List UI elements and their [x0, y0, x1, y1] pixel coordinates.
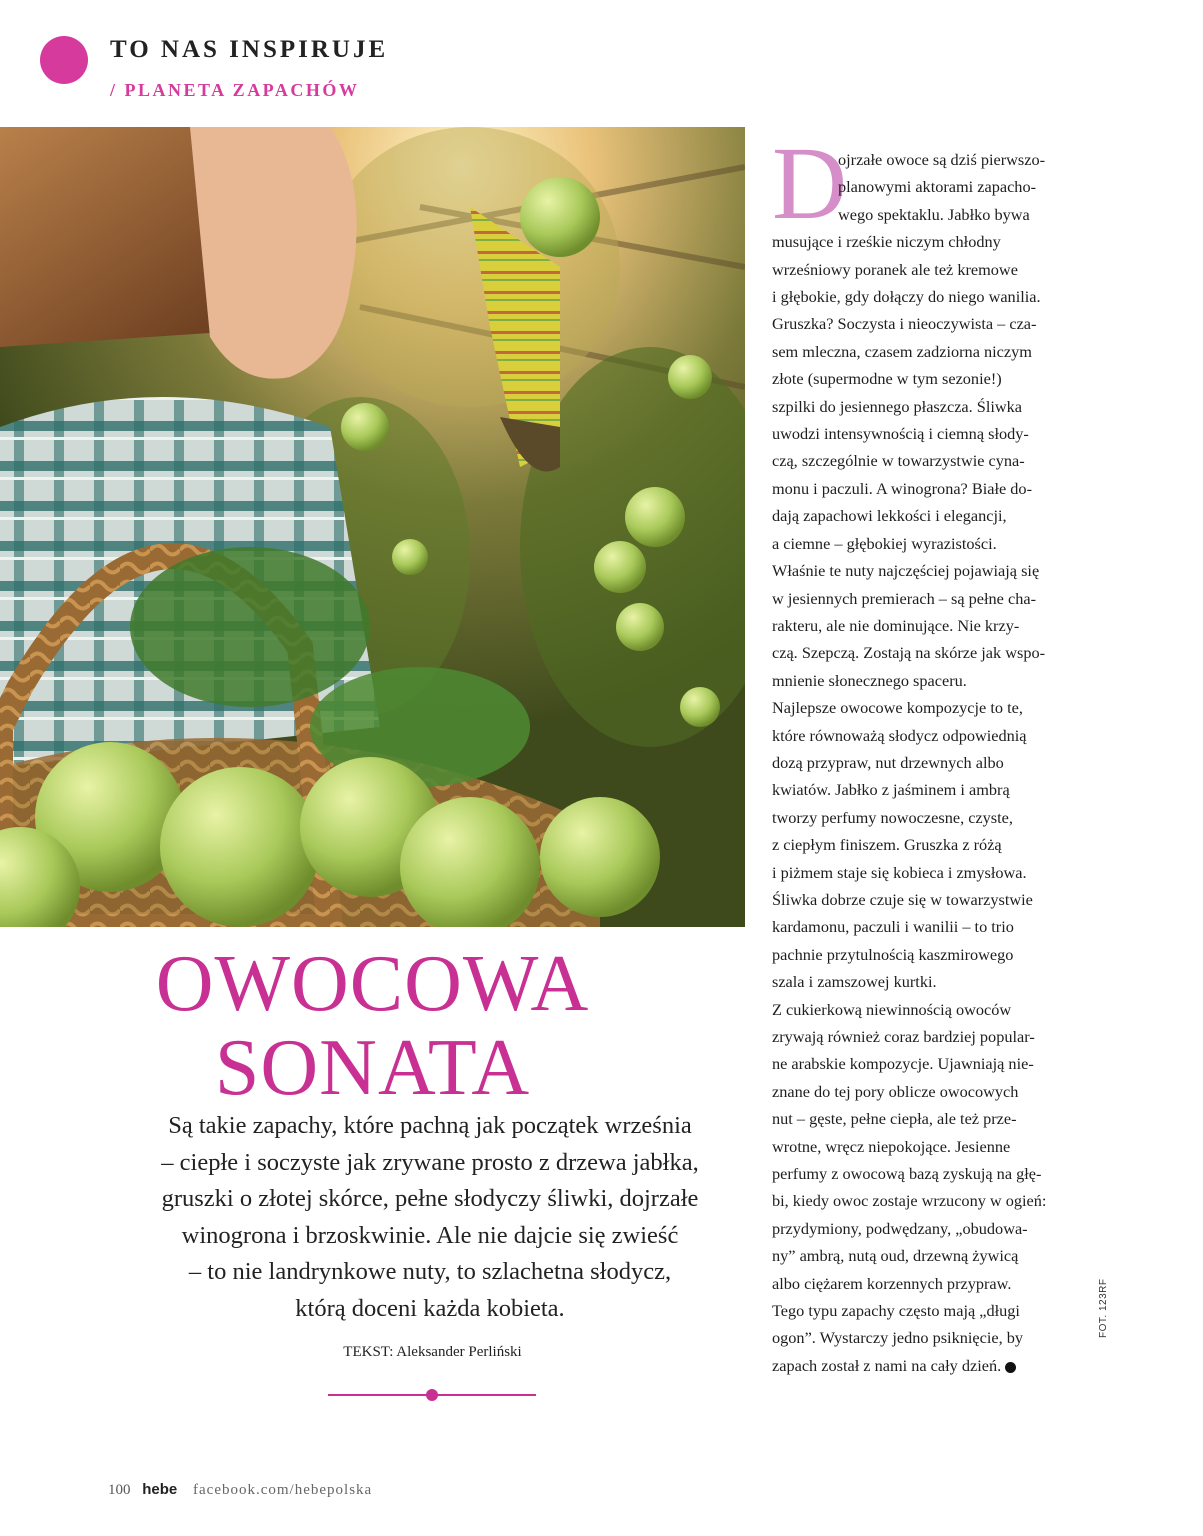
- body-line: mnienie słonecznego spaceru.: [772, 670, 967, 690]
- body-line: a ciemne – głębokiej wyrazistości.: [772, 533, 997, 553]
- divider-dot: [426, 1389, 438, 1401]
- body-line: planowymi aktorami zapacho-: [838, 177, 1037, 197]
- body-line: Tego typu zapachy często mają „długi: [772, 1301, 1020, 1321]
- page-footer: [108, 1481, 372, 1499]
- body-line: bi, kiedy owoc zostaje wrzucony w ogień:: [772, 1191, 1047, 1211]
- body-line: znane do tej pory oblicze owocowych: [772, 1081, 1019, 1101]
- body-line: musujące i rześkie niczym chłodny: [772, 232, 1001, 252]
- body-line: i piżmem staje się kobieca i zmysłowa.: [772, 862, 1027, 882]
- body-line: przydymiony, podwędzany, „obudowa-: [772, 1218, 1028, 1238]
- author-credit: TEKST: Aleksander Perliński: [343, 1344, 522, 1360]
- end-of-article-icon: [1005, 1362, 1016, 1373]
- body-line: kwiatów. Jabłko z jaśminem i ambrą: [772, 780, 1010, 800]
- body-line: wego spektaklu. Jabłko bywa: [838, 204, 1030, 224]
- body-line: czą. Szepczą. Zostają na skórze jak wspo-: [772, 643, 1046, 663]
- section-marker-dot: [40, 36, 88, 84]
- body-first-lines: [838, 146, 1090, 228]
- lead-line: – to nie landrynkowe nuty, to szlachetna słodycz,: [188, 1258, 672, 1285]
- body-line: dozą przypraw, nut drzewnych albo: [772, 752, 1004, 772]
- body-line: albo ciężarem korzennych przypraw.: [772, 1273, 1012, 1293]
- body-line: Najlepsze owocowe kompozycje to te,: [772, 698, 1023, 718]
- body-line: Gruszka? Soczysta i nieoczywista – cza-: [772, 314, 1037, 334]
- body-line: zapach został z nami na cały dzień.: [772, 1352, 1090, 1379]
- body-line: sem mleczna, czasem zadziorna niczym: [772, 341, 1032, 361]
- headline-line: SONATA: [214, 1024, 531, 1112]
- lead-line: Są takie zapachy, które pachną jak początek września: [168, 1112, 692, 1139]
- body-line: złote (supermodne w tym sezonie!): [772, 369, 1002, 389]
- body-line: pachnie przytulnością kaszmirowego: [772, 944, 1014, 964]
- body-line: Z cukierkową niewinnością owoców: [772, 999, 1012, 1019]
- body-line: szala i zamszowej kurtki.: [772, 972, 937, 992]
- drop-cap: D: [772, 126, 848, 241]
- body-line: kardamonu, paczuli i wanilii – to trio: [772, 917, 1014, 937]
- article-headline: [0, 942, 745, 1110]
- body-line: ogon”. Wystarczy jedno psiknięcie, by: [772, 1328, 1024, 1348]
- body-line: szpilki do jesiennego płaszcza. Śliwka: [772, 396, 1023, 416]
- body-line: wrześniowy poranek ale też kremowe: [772, 259, 1018, 279]
- body-line: w jesiennych premierach – są pełne cha-: [772, 588, 1036, 608]
- lead-line: którą doceni każda kobieta.: [295, 1294, 565, 1322]
- article-lead: [95, 1108, 765, 1327]
- body-line: Śliwka dobrze czuje się w towarzystwie: [772, 889, 1033, 909]
- page-number: 100: [108, 1482, 131, 1498]
- body-line: ojrzałe owoce są dziś pierwszo-: [838, 150, 1046, 169]
- body-line: dają zapachowi lekkości i elegancji,: [772, 506, 1007, 526]
- body-line: i głębokie, gdy dołączy do niego wanilia.: [772, 287, 1041, 307]
- body-line: perfumy z owocową bazą zyskują na głę-: [772, 1164, 1042, 1184]
- body-line: wrotne, wręcz niepokojące. Jesienne: [772, 1136, 1011, 1156]
- body-line: ne arabskie kompozycje. Ujawniają nie-: [772, 1054, 1034, 1074]
- body-line: z ciepłym finiszem. Gruszka z różą: [772, 835, 1002, 855]
- body-line: ny” ambrą, nutą oud, drzewną żywicą: [772, 1246, 1019, 1266]
- lead-line: winogrona i brzoskwinie. Ale nie dajcie się zwieść: [181, 1221, 679, 1249]
- brand-logo: hebe: [142, 1481, 178, 1498]
- section-subtitle: / PLANETA ZAPACHÓW: [110, 80, 360, 100]
- headline-line: OWOCOWA: [155, 940, 590, 1028]
- section-title: TO NAS INSPIRUJE: [110, 36, 389, 63]
- body-line: tworzy perfumy nowoczesne, czyste,: [772, 807, 1013, 827]
- body-line: rakteru, ale nie dominujące. Nie krzy-: [772, 615, 1020, 635]
- body-line: czą, szczególnie w towarzystwie cyna-: [772, 451, 1025, 471]
- body-line: które równoważą słodycz odpowiednią: [772, 725, 1027, 745]
- body-rest-lines: [772, 228, 1090, 1379]
- body-line: monu i paczuli. A winogrona? Białe do-: [772, 478, 1032, 498]
- article-body: [772, 146, 1090, 1379]
- body-line: uwodzi intensywnością i ciemną słody-: [772, 424, 1029, 444]
- lead-line: gruszki o złotej skórce, pełne słodyczy śliwki, dojrzałe: [161, 1185, 699, 1212]
- body-line: nut – gęste, pełne ciepła, ale też prze-: [772, 1109, 1017, 1129]
- photo-credit: FOT. 123RF: [1098, 1278, 1109, 1338]
- lead-line: – ciepłe i soczyste jak zrywane prosto z drzewa jabłka,: [161, 1148, 699, 1176]
- article-photo: [0, 127, 745, 927]
- body-line: Właśnie te nuty najczęściej pojawiają się: [772, 561, 1040, 581]
- social-link[interactable]: facebook.com/hebepolska: [193, 1482, 373, 1498]
- body-line: zrywają również coraz bardziej popular-: [772, 1027, 1035, 1046]
